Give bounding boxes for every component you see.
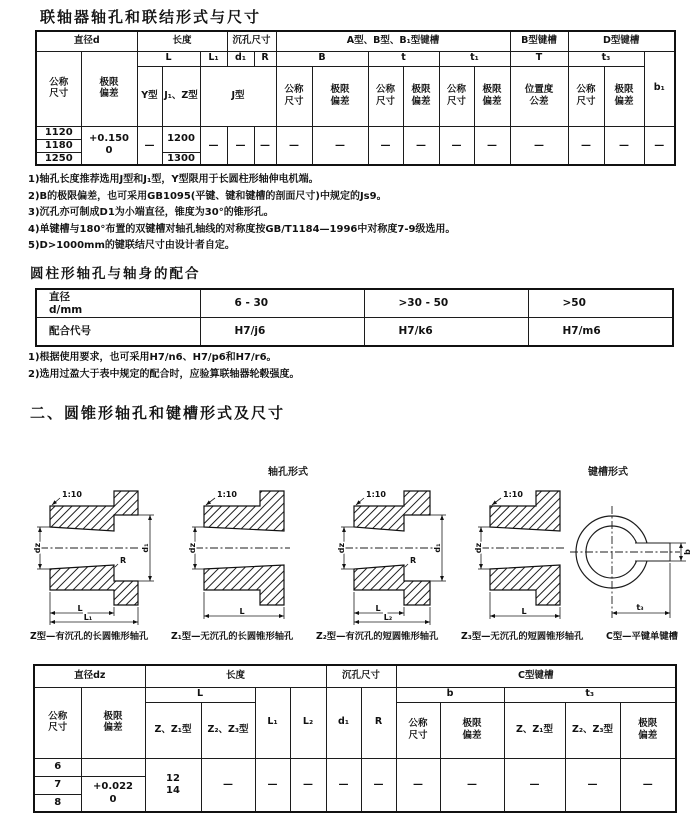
- t3-h-b: b: [396, 687, 504, 702]
- t3-h-diameter: 直径dz: [34, 665, 145, 687]
- t3-header-row1: [34, 665, 676, 687]
- dash-cell: —: [326, 758, 361, 812]
- dash-cell: —: [440, 758, 504, 812]
- t3-h-t3-zz1: Z、Z₁型: [504, 702, 565, 758]
- t2-fit-1: H7/j6: [200, 318, 364, 347]
- t1-h-typeY: Y型: [137, 66, 162, 126]
- t3-h-t3-deviation: 极限偏差: [620, 702, 676, 758]
- note-line: 4)单键槽与180°布置的双键槽对轴孔轴线的对称度按GB/T1184—1996中对称度7-9级选用。: [28, 223, 456, 235]
- drawing-z1-type: [190, 486, 318, 626]
- caption-z1: Z₁型—无沉孔的长圆锥形轴孔: [170, 631, 294, 642]
- t2-range-3: >50: [528, 289, 673, 318]
- taper-label: 1:10: [503, 490, 523, 499]
- dash-cell: —: [504, 758, 565, 812]
- t1-h-keyway-abb1: A型、B型、B₁型键槽: [276, 31, 510, 51]
- t3-d-8: 8: [34, 794, 81, 812]
- t3-h-counterbore: 沉孔尺寸: [326, 665, 396, 687]
- b-label: b: [683, 549, 692, 555]
- t1-h-length: 长度: [137, 31, 227, 51]
- t1-h-t1-nominal: 公称尺寸: [439, 66, 474, 126]
- dash-cell: —: [137, 126, 162, 165]
- note-line: 3)沉孔亦可制成D1为小端直径，锥度为30°的锥形孔。: [28, 207, 274, 218]
- r-label: R: [410, 556, 417, 565]
- t2-row-fit: [36, 318, 673, 347]
- t1-data-row-1120: [36, 126, 675, 139]
- t1-h-B-nominal: 公称尺寸: [276, 66, 312, 126]
- t1-h-typeJ1Z: J₁、Z型: [162, 66, 200, 126]
- t1-h-counterbore: 沉孔尺寸: [227, 31, 276, 51]
- t1-h-B: B: [276, 51, 368, 66]
- t3-h-length: 长度: [145, 665, 326, 687]
- note-line: 2)B的极限偏差，也可采用GB1095(平键、键和键槽的剖面尺寸)中规定的Js9。: [28, 190, 387, 202]
- note-line: 1)轴孔长度推荐选用J型和J₁型，Y型限用于长圆柱形轴伸电机端。: [28, 174, 319, 185]
- t3-h-L-z2z3: Z₂、Z₃型: [201, 702, 255, 758]
- t1-h-t-deviation: 极限偏差: [403, 66, 439, 126]
- dash-cell: —: [254, 126, 276, 165]
- dash-cell: —: [227, 126, 254, 165]
- t2-range-2: >30 - 50: [364, 289, 528, 318]
- taper-label: 1:10: [366, 490, 386, 499]
- t1-h-t3-deviation: 极限偏差: [604, 66, 644, 126]
- t3-h-R: R: [361, 687, 396, 758]
- caption-c: C型—平键单键槽: [606, 631, 678, 642]
- t3-h-t3: t₃: [504, 687, 676, 702]
- t3-label: t₃: [636, 603, 644, 612]
- t1-d-1250: 1250: [36, 152, 81, 165]
- caption-z3: Z₃型—无沉孔的短圆锥形轴孔: [461, 631, 584, 642]
- t1-h-deviation: 极限偏差: [81, 51, 137, 126]
- t3-d-7: 7: [34, 776, 81, 794]
- dz-label: dz: [474, 542, 483, 554]
- dz-label: dz: [188, 542, 197, 554]
- d1-label: d₁: [141, 543, 150, 553]
- t1-h-B-deviation: 极限偏差: [312, 66, 368, 126]
- dz-label: dz: [33, 542, 42, 554]
- keyway-forms-label: 键槽形式: [588, 467, 628, 478]
- t3-h-L1: L₁: [255, 687, 290, 758]
- section2-title: 二、圆锥形轴孔和键槽形式及尺寸: [30, 404, 286, 422]
- t1-h-L: L: [137, 51, 200, 66]
- t2-fit-2: H7/k6: [364, 318, 528, 347]
- t3-h-L-zz1: Z、Z₁型: [145, 702, 201, 758]
- t2-diameter-label: 直径 d/mm: [36, 289, 200, 318]
- t3-deviation-empty: [81, 758, 145, 776]
- fit-section-title: 圆柱形轴孔与轴身的配合: [30, 266, 201, 282]
- t3-h-L2: L₂: [290, 687, 326, 758]
- drawing-z2-type: [338, 486, 476, 626]
- t1-h-diameter: 直径d: [36, 31, 137, 51]
- t2-fit-3: H7/m6: [528, 318, 673, 347]
- r-label: R: [120, 556, 127, 565]
- t1-h-L1: L₁: [200, 51, 227, 66]
- t1-d-1120: 1120: [36, 126, 81, 139]
- t1-h-t3: t₃: [568, 51, 644, 66]
- t1-h-t1: t₁: [439, 51, 510, 66]
- dash-cell: —: [620, 758, 676, 812]
- notes-block-2: [28, 350, 678, 383]
- t1-h-keyway-b: B型键槽: [510, 31, 568, 51]
- dash-cell: —: [474, 126, 510, 165]
- notes-block-1: [28, 172, 678, 255]
- taper-label: 1:10: [217, 490, 237, 499]
- t1-l-1300: 1300: [162, 152, 200, 165]
- dash-cell: —: [200, 126, 227, 165]
- dash-cell: —: [604, 126, 644, 165]
- dash-cell: —: [396, 758, 440, 812]
- t3-h-b-deviation: 极限偏差: [440, 702, 504, 758]
- t1-h-t1-deviation: 极限偏差: [474, 66, 510, 126]
- fit-table: [35, 288, 674, 347]
- l1-label: L₁: [83, 613, 93, 622]
- dash-cell: —: [276, 126, 312, 165]
- t3-header-row2: [34, 687, 676, 702]
- l-label: L: [521, 607, 527, 616]
- t1-h-R: R: [254, 51, 276, 66]
- d1-label: d₁: [433, 543, 442, 553]
- conical-bore-table: [33, 664, 677, 813]
- dash-cell: —: [510, 126, 568, 165]
- t3-h-L: L: [145, 687, 255, 702]
- taper-label: 1:10: [62, 490, 82, 499]
- coupling-bore-table: [35, 30, 676, 166]
- dash-cell: —: [439, 126, 474, 165]
- t1-header-row2: [36, 51, 675, 66]
- t3-h-keyway-c: C型键槽: [396, 665, 676, 687]
- t1-deviation-value: +0.150 0: [81, 126, 137, 165]
- note-line: 2)选用过盈大于表中规定的配合时，应验算联轴器轮毂强度。: [28, 368, 300, 380]
- t3-d-6: 6: [34, 758, 81, 776]
- t3-h-d1: d₁: [326, 687, 361, 758]
- drawing-c-type: [560, 492, 692, 632]
- t3-deviation-value: +0.022 0: [81, 776, 145, 812]
- l2-label: L₂: [383, 613, 393, 622]
- drawing-z-type: [32, 486, 180, 626]
- page-title: 联轴器轴孔和联结形式与尺寸: [40, 8, 262, 26]
- caption-z: Z型—有沉孔的长圆锥形轴孔: [30, 631, 149, 642]
- t3-h-b-nominal: 公称尺寸: [396, 702, 440, 758]
- t1-l-1200: 1200: [162, 126, 200, 152]
- dz-label: dz: [337, 542, 346, 554]
- t2-fit-label: 配合代号: [36, 318, 200, 347]
- dash-cell: —: [201, 758, 255, 812]
- t1-h-t: t: [368, 51, 439, 66]
- dash-cell: —: [312, 126, 368, 165]
- t1-h-nominal: 公称尺寸: [36, 51, 81, 126]
- t1-h-position-tol: 位置度公差: [510, 66, 568, 126]
- l-label: L: [77, 604, 83, 613]
- t2-row-diameter: [36, 289, 673, 318]
- dash-cell: —: [255, 758, 290, 812]
- dash-cell: —: [368, 126, 403, 165]
- t1-header-row1: [36, 31, 675, 51]
- hole-forms-label: 轴孔形式: [268, 467, 308, 478]
- t1-h-typeJ: J型: [200, 66, 276, 126]
- dash-cell: —: [290, 758, 326, 812]
- dash-cell: —: [565, 758, 620, 812]
- dash-cell: —: [644, 126, 675, 165]
- note-line: 5)D>1000mm的键联结尺寸由设计者自定。: [28, 240, 235, 251]
- caption-z2: Z₂型—有沉孔的短圆锥形轴孔: [315, 631, 439, 642]
- t3-h-deviation: 极限偏差: [81, 687, 145, 758]
- note-line: 1)根据使用要求，也可采用H7/n6、H7/p6和H7/r6。: [28, 352, 277, 363]
- l-label: L: [375, 604, 381, 613]
- drawing-captions: [30, 628, 678, 642]
- t1-h-t3-nominal: 公称尺寸: [568, 66, 604, 126]
- l-label: L: [239, 607, 245, 616]
- t3-l-values: 12 14: [145, 758, 201, 812]
- t1-h-d1: d₁: [227, 51, 254, 66]
- t1-h-b1: b₁: [644, 51, 675, 126]
- dash-cell: —: [403, 126, 439, 165]
- t3-data-row-6: [34, 758, 676, 776]
- t3-h-t3-z2z3: Z₂、Z₃型: [565, 702, 620, 758]
- t2-range-1: 6 - 30: [200, 289, 364, 318]
- t3-h-nominal: 公称尺寸: [34, 687, 81, 758]
- t1-d-1180: 1180: [36, 139, 81, 152]
- dash-cell: —: [361, 758, 396, 812]
- dash-cell: —: [568, 126, 604, 165]
- t1-h-T: T: [510, 51, 568, 66]
- t1-h-keyway-d: D型键槽: [568, 31, 675, 51]
- t1-h-t-nominal: 公称尺寸: [368, 66, 403, 126]
